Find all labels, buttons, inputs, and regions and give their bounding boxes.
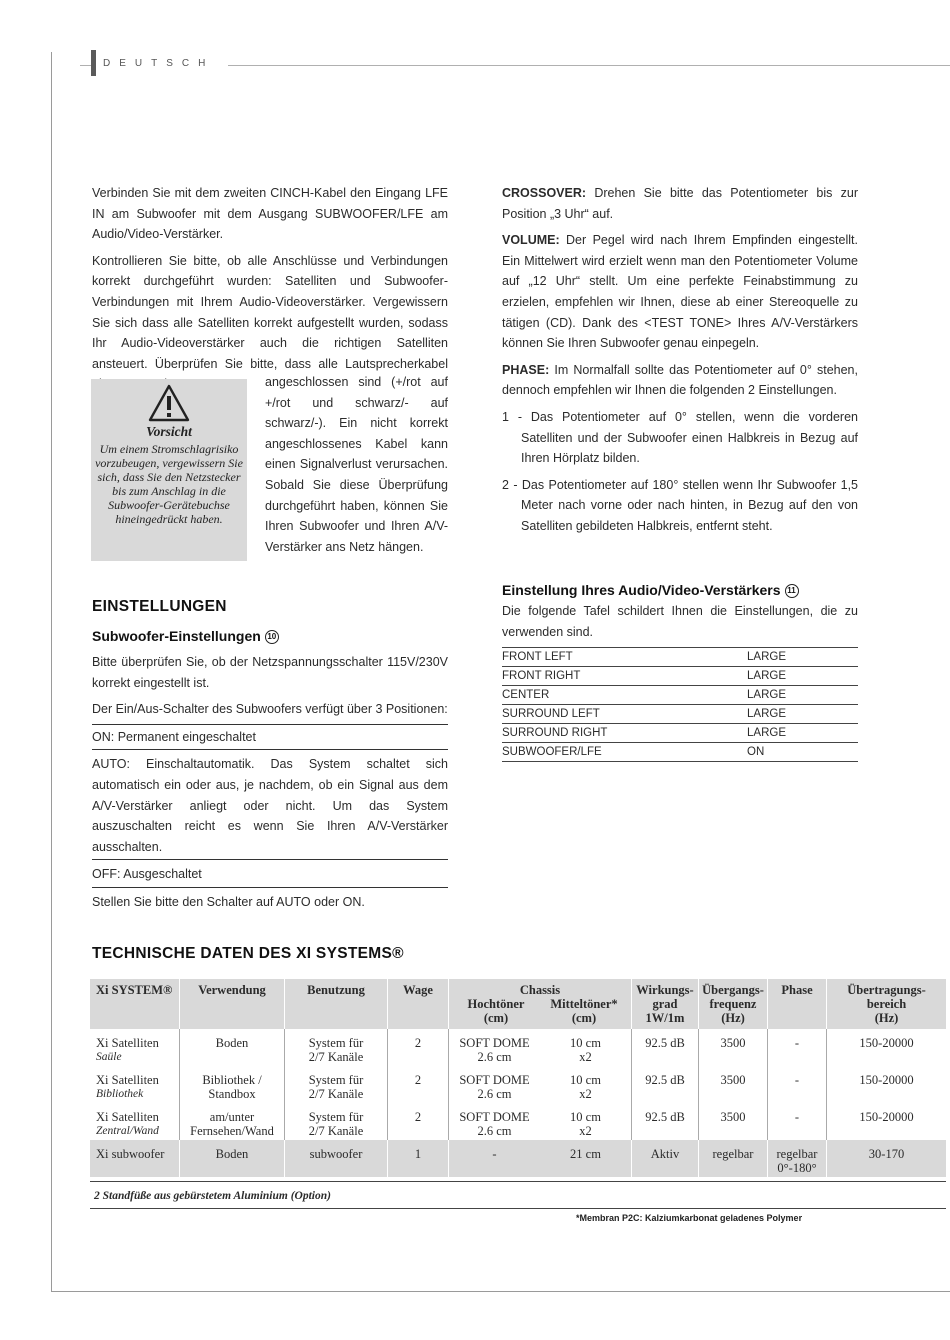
mitteltoner-line: 10 cm	[570, 1073, 601, 1087]
page-frame-top	[228, 65, 950, 66]
cell-benutzung	[285, 1103, 388, 1140]
cell-verwendung-line: Fernsehen/Wand	[190, 1124, 274, 1138]
cell-chassis	[449, 1103, 632, 1140]
channel-name: SUBWOOFER/LFE	[502, 743, 747, 762]
voltage-check-text: Bitte überprüfen Sie, ob der Netzspannungsschalter 115V/230V korrekt eingestellt ist.	[92, 655, 448, 690]
crossover-paragraph	[502, 183, 858, 224]
spec-row	[90, 1140, 946, 1177]
cell-benutzung-line: System für	[308, 1110, 364, 1124]
wirkungs-line-3: 1W/1m	[645, 1011, 685, 1025]
warning-box	[91, 379, 247, 561]
col-wirkungsgrad	[632, 979, 699, 1029]
channel-setting: LARGE	[747, 724, 858, 743]
cell-wirkungsgrad	[632, 1029, 699, 1066]
cell-wage	[388, 1103, 449, 1140]
av-settings-title: Einstellung Ihres Audio/Video-Verstärkers	[502, 582, 781, 598]
cell-bereich-line: 150-20000	[859, 1036, 914, 1050]
cell-system-line: Xi subwoofer	[96, 1147, 165, 1161]
cell-bereich	[827, 1029, 947, 1066]
subwoofer-settings-list	[92, 650, 448, 915]
cell-frequenz	[699, 1029, 768, 1066]
cell-chassis	[449, 1029, 632, 1066]
cell-verwendung-line: Boden	[215, 1036, 249, 1050]
channel-setting: LARGE	[747, 667, 858, 686]
channel-setting: LARGE	[747, 686, 858, 705]
ueber-line-2: frequenz	[709, 997, 757, 1011]
cell-phase	[768, 1140, 827, 1177]
cell-wirkungsgrad	[632, 1066, 699, 1103]
mitteltoner-line: 10 cm	[570, 1110, 601, 1124]
tech-specs-title: TECHNISCHE DATEN DES XI SYSTEMS®	[92, 945, 404, 962]
right-settings	[502, 183, 858, 543]
intro-paragraph-2-continued: angeschlossen sind (+/rot auf +/rot und schwarz/- auf schwarz/-). Ein nicht korrekt angeschlossenes Kabel kann einen Signalverlust verursachen. Sobald Sie diese Überprüfung durchgeführt haben, können Sie Ihren Subwoofer und Ihren A/V-Verstärker ans Netz hängen.	[265, 375, 448, 554]
cell-chassis	[449, 1140, 632, 1177]
cell-system	[90, 1029, 180, 1066]
cell-verwendung	[180, 1029, 285, 1066]
cell-verwendung	[180, 1103, 285, 1140]
cell-frequenz	[699, 1066, 768, 1103]
cell-verwendung-line: am/unter	[209, 1110, 255, 1124]
channel-setting: LARGE	[747, 648, 858, 667]
warning-triangle-icon	[147, 383, 191, 423]
cell-wirkungsgrad-line: 92.5 dB	[645, 1036, 685, 1050]
cell-wage-line: 1	[414, 1147, 422, 1161]
col-uebergang	[699, 979, 768, 1029]
cell-frequenz-line: 3500	[720, 1073, 746, 1087]
wirkungs-line-1: Wirkungs-	[636, 983, 694, 997]
cell-mitteltoner	[540, 1110, 631, 1138]
cell-benutzung-line: 2/7 Kanäle	[308, 1124, 364, 1138]
hochtoner-line: 2.6 cm	[477, 1050, 512, 1064]
cell-system-line: Xi Satelliten	[96, 1073, 159, 1087]
cell-benutzung-line: System für	[308, 1073, 364, 1087]
phase-text: Im Normalfall sollte das Potentiometer auf 0° stehen, dennoch empfehlen wir Ihnen die folgenden 2 Einstellungen.	[502, 362, 858, 398]
cell-phase	[768, 1029, 827, 1066]
chassis-sub-headers	[452, 997, 628, 1011]
cell-system-line: Saüle	[96, 1051, 122, 1063]
cell-hochtoner	[449, 1110, 540, 1138]
unit-cm-1: (cm)	[483, 1011, 509, 1025]
subwoofer-settings-heading	[92, 628, 279, 644]
cell-wage	[388, 1140, 449, 1177]
unit-cm-2: (cm)	[571, 1011, 597, 1025]
cell-system	[90, 1103, 180, 1140]
cell-phase-line: regelbar	[776, 1147, 818, 1161]
cell-wage	[388, 1029, 449, 1066]
cell-wirkungsgrad-line: Aktiv	[650, 1147, 680, 1161]
section-title-settings: EINSTELLUNGEN	[92, 598, 227, 615]
figure-ref-badge: 10	[265, 630, 279, 644]
warning-title: Vorsicht	[146, 424, 192, 439]
phase-options-list	[502, 407, 858, 537]
ueber-line-1: Übergangs-	[702, 983, 764, 997]
cell-verwendung	[180, 1140, 285, 1177]
col-mitteltoner: Mitteltöner*	[550, 997, 618, 1011]
cell-system-line: Xi Satelliten	[96, 1110, 159, 1124]
chassis-values	[449, 1147, 631, 1161]
hochtoner-line: 2.6 cm	[477, 1087, 512, 1101]
tech-specs-table	[90, 979, 946, 1177]
cell-bereich-line: 30-170	[868, 1147, 905, 1161]
uebertr-line-3: (Hz)	[874, 1011, 899, 1025]
col-phase: Phase	[768, 979, 827, 1029]
hochtoner-line: SOFT DOME	[459, 1110, 530, 1124]
cell-system	[90, 1140, 180, 1177]
cell-verwendung-line: Bibliothek /	[202, 1073, 262, 1087]
cell-phase-line: -	[794, 1110, 800, 1124]
cell-wirkungsgrad	[632, 1103, 699, 1140]
language-marker	[91, 50, 96, 76]
cell-system-line: Xi Satelliten	[96, 1036, 159, 1050]
av-settings-row	[502, 686, 858, 705]
switch-off-text: OFF: Ausgeschaltet	[92, 860, 448, 888]
cell-bereich	[827, 1140, 947, 1177]
membrane-footnote: *Membran P2C: Kalziumkarbonat geladenes Polymer	[576, 1213, 803, 1223]
cell-bereich	[827, 1103, 947, 1140]
phase-option-2: 2 - Das Potentiometer auf 180° stellen wenn Ihr Subwoofer 1,5 Meter nach vorne oder nach hinten, in Bezug auf den von Satelliten gebildeten Halbkreis, entfernt steht.	[502, 477, 858, 533]
chassis-values	[449, 1036, 631, 1064]
cell-frequenz-line: 3500	[720, 1036, 746, 1050]
cell-wage-line: 2	[414, 1036, 422, 1050]
cell-hochtoner	[449, 1147, 540, 1161]
col-wage: Wage	[388, 979, 449, 1029]
cell-phase-line: -	[794, 1036, 800, 1050]
volume-paragraph	[502, 230, 858, 354]
hochtoner-line: -	[492, 1147, 497, 1161]
mitteltoner-line: 10 cm	[570, 1036, 601, 1050]
cell-benutzung	[285, 1029, 388, 1066]
cell-chassis	[449, 1066, 632, 1103]
volume-label: VOLUME:	[502, 233, 560, 248]
phase-label: PHASE:	[502, 362, 550, 377]
cell-benutzung-line: 2/7 Kanäle	[308, 1050, 364, 1064]
cell-hochtoner	[449, 1073, 540, 1101]
uebertr-line-2: bereich	[866, 997, 907, 1011]
stand-option-note: 2 Standfüße aus gebürstetem Aluminium (Option)	[90, 1181, 946, 1209]
cell-system	[90, 1066, 180, 1103]
av-settings-row	[502, 705, 858, 724]
chassis-label: Chassis	[519, 983, 561, 997]
channel-name: FRONT RIGHT	[502, 667, 747, 686]
hochtoner-line: 2.6 cm	[477, 1124, 512, 1138]
col-system: Xi SYSTEM®	[90, 979, 180, 1029]
hochtoner-line: SOFT DOME	[459, 1036, 530, 1050]
cell-hochtoner	[449, 1036, 540, 1064]
channel-setting: LARGE	[747, 705, 858, 724]
cell-benutzung	[285, 1140, 388, 1177]
switch-positions-text: Der Ein/Aus-Schalter des Subwoofers verfügt über 3 Positionen:	[92, 702, 448, 717]
av-settings-intro: Die folgende Tafel schildert Ihnen die Einstellungen, die zu verwenden sind.	[502, 604, 858, 639]
cell-bereich-line: 150-20000	[859, 1073, 914, 1087]
cell-verwendung	[180, 1066, 285, 1103]
crossover-label: CROSSOVER:	[502, 186, 587, 200]
cell-phase-line: 0°-180°	[777, 1161, 817, 1175]
cell-benutzung	[285, 1066, 388, 1103]
av-settings-row	[502, 724, 858, 743]
cell-benutzung-line: subwoofer	[309, 1147, 363, 1161]
cell-system-line: Bibliothek	[96, 1088, 144, 1100]
phase-option-1: 1 - Das Potentiometer auf 0° stellen, wenn die vorderen Satelliten und der Subwoofer einen Halbkreis in Bezug auf Ihren Hörplatz bilden.	[502, 409, 858, 466]
cell-system-line: Zentral/Wand	[96, 1125, 159, 1137]
subwoofer-settings-title: Subwoofer-Einstellungen	[92, 628, 261, 644]
wirkungs-line-2: grad	[652, 997, 678, 1011]
spec-row	[90, 1066, 946, 1103]
left-intro	[92, 183, 448, 395]
page-frame-bottom	[51, 1291, 950, 1292]
col-verwendung: Verwendung	[180, 979, 285, 1029]
cell-frequenz	[699, 1103, 768, 1140]
cell-verwendung-line: Boden	[215, 1147, 249, 1161]
cell-verwendung-line: Standbox	[208, 1087, 256, 1101]
uebertr-line-1: Übertragungs-	[847, 983, 926, 997]
intro-paragraph-2: Kontrollieren Sie bitte, ob alle Anschlüsse und Verbindungen korrekt durchgeführt wurden: Satelliten und Subwoofer-Verbindungen mit Ihrem Audio-Videoverstärker. Vergewissern Sie sich dass alle Satelliten korrekt aufgestellt wurden, sodass Ihr Audio-Videoverstärker auch die richtigen Satelliten ansteuert. Überprüfen Sie bitte, dass alle Lautsprecherkabel	[92, 253, 448, 371]
cell-frequenz-line: 3500	[720, 1110, 746, 1124]
figure-ref-badge: 11	[785, 584, 799, 598]
cell-phase	[768, 1066, 827, 1103]
cell-wage-line: 2	[414, 1110, 422, 1124]
phase-paragraph	[502, 360, 858, 401]
channel-name: FRONT LEFT	[502, 648, 747, 667]
intro-paragraph-1: Verbinden Sie mit dem zweiten CINCH-Kabel den Eingang LFE IN am Subwoofer mit dem Ausgang SUBWOOFER/LFE am Audio/Video-Verstärker.	[92, 186, 448, 242]
warning-text: Um einem Stromschlagrisiko vorzubeugen, vergewissern Sie sich, dass Sie den Netzstecker bis zum Anschlag in die Subwoofer-Gerätebuchse hineingedrückt haben.	[95, 442, 243, 526]
av-settings-row	[502, 667, 858, 686]
channel-name: SURROUND RIGHT	[502, 724, 747, 743]
channel-name: SURROUND LEFT	[502, 705, 747, 724]
cell-mitteltoner	[540, 1073, 631, 1101]
switch-auto-text: AUTO: Einschaltautomatik. Das System schaltet sich automatisch ein oder aus, je nachdem, ob ein Signal aus dem A/V-Verstärker anliegt oder nicht. Um das System auszuschalten reicht es wenn Sie Ihren A/V-Verstärker ausschalten.	[92, 750, 448, 860]
mitteltoner-line: 21 cm	[570, 1147, 601, 1161]
spec-row	[90, 1029, 946, 1066]
col-benutzung: Benutzung	[285, 979, 388, 1029]
cell-bereich-line: 150-20000	[859, 1110, 914, 1124]
cell-wirkungsgrad-line: 92.5 dB	[645, 1110, 685, 1124]
mitteltoner-line: x2	[579, 1124, 592, 1138]
col-hochtoner: Hochtöner	[467, 997, 525, 1011]
channel-setting: ON	[747, 743, 858, 762]
crossover-text: Drehen Sie bitte das Potentiometer bis zur Position „3 Uhr“ auf.	[502, 186, 858, 221]
cell-phase	[768, 1103, 827, 1140]
switch-on-text: ON: Permanent eingeschaltet	[92, 724, 448, 751]
hochtoner-line: SOFT DOME	[459, 1073, 530, 1087]
volume-text: Der Pegel wird nach Ihrem Empfinden eingestellt. Ein Mittelwert wird erzielt wenn man den Potentiometer Volume auf „12 Uhr“ stellt. Um eine perfekte Feinabstimmung zu erzielen, empfehlen wir Ihnen, diese ab einer Stereoquelle zu tätigen (CD). Dank des <TEST TONE> Ihres A/V-Verstärkers können Sie Ihren Subwoofer genau einpegeln.	[502, 233, 858, 351]
channel-name: CENTER	[502, 686, 747, 705]
spec-row	[90, 1103, 946, 1140]
cell-wirkungsgrad-line: 92.5 dB	[645, 1073, 685, 1087]
cell-mitteltoner	[540, 1147, 631, 1161]
cell-phase-line: -	[794, 1073, 800, 1087]
chassis-units	[452, 1011, 628, 1025]
language-label: DEUTSCH	[103, 58, 215, 69]
chassis-values	[449, 1110, 631, 1138]
av-settings-heading	[502, 582, 799, 598]
cell-wirkungsgrad	[632, 1140, 699, 1177]
cell-benutzung-line: System für	[308, 1036, 364, 1050]
mitteltoner-line: x2	[579, 1050, 592, 1064]
cell-bereich	[827, 1066, 947, 1103]
col-chassis	[449, 979, 632, 1029]
av-settings-row	[502, 743, 858, 762]
cell-wage-line: 2	[414, 1073, 422, 1087]
av-settings-table	[502, 647, 858, 762]
col-uebertragung	[827, 979, 947, 1029]
cell-mitteltoner	[540, 1036, 631, 1064]
chassis-values	[449, 1073, 631, 1101]
page-frame-left	[51, 52, 52, 1292]
switch-recommendation-text: Stellen Sie bitte den Schalter auf AUTO oder ON.	[92, 894, 365, 909]
cell-wage	[388, 1066, 449, 1103]
cell-benutzung-line: 2/7 Kanäle	[308, 1087, 364, 1101]
cell-frequenz	[699, 1140, 768, 1177]
av-settings-row	[502, 648, 858, 667]
ueber-line-3: (Hz)	[721, 1011, 745, 1025]
cell-frequenz-line: regelbar	[712, 1147, 754, 1161]
mitteltoner-line: x2	[579, 1087, 592, 1101]
